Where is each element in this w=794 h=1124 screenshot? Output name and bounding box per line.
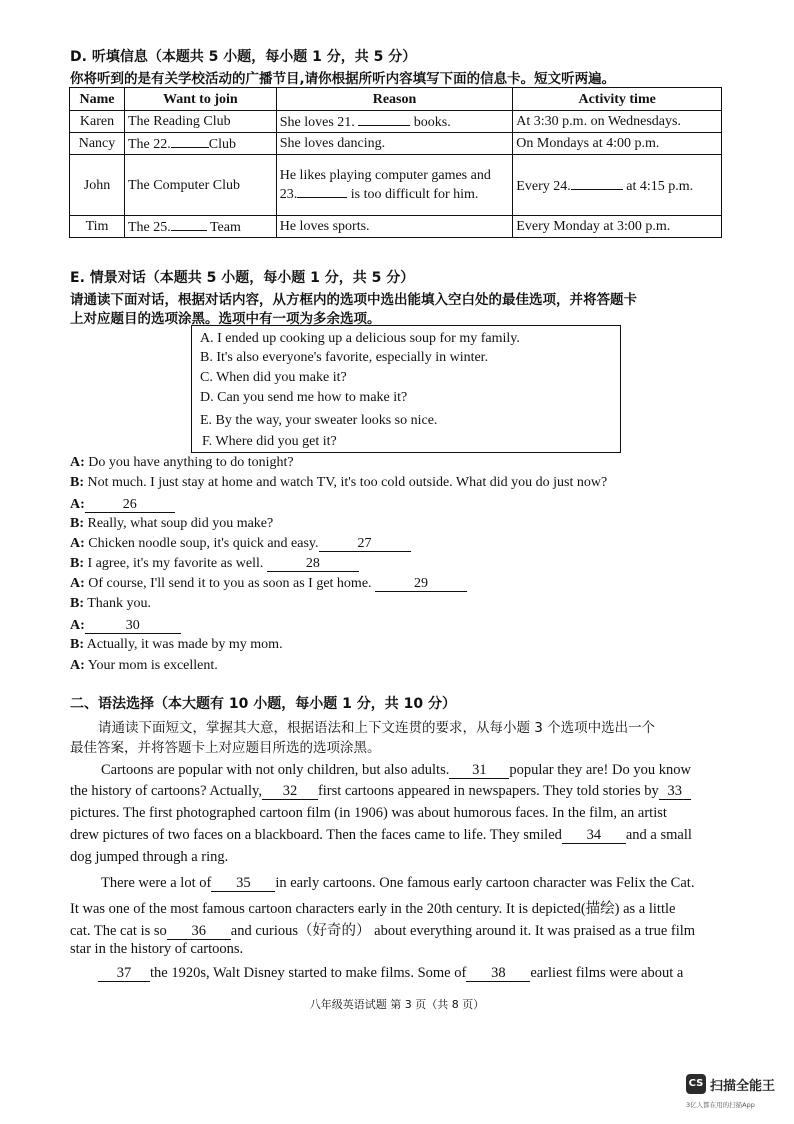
option-c: C. When did you make it? <box>200 370 347 385</box>
dialogue-line <box>70 536 411 552</box>
passage-text: There were a lot of <box>101 875 212 891</box>
passage-line <box>70 941 724 958</box>
join-text-end: Club <box>208 137 236 152</box>
row-name: Karen <box>70 111 125 133</box>
header-activity-time: Activity time <box>513 88 722 111</box>
reason-text: He likes playing computer games and 23. <box>279 168 491 202</box>
passage-text: popular they are! Do you know <box>509 762 691 778</box>
row-reason <box>276 216 513 238</box>
row-join <box>124 216 276 238</box>
passage-line <box>70 919 724 940</box>
option-a: A. I ended up cooking up a delicious soup for my family. <box>200 331 520 346</box>
reason-text: She loves 21. <box>279 115 355 130</box>
dialogue-line <box>70 618 181 634</box>
header-want-to-join: Want to join <box>124 88 276 111</box>
passage-text: first cartoons appeared in newspapers. They told stories by <box>317 783 659 799</box>
passage-line <box>70 783 724 800</box>
info-card-table <box>69 87 722 238</box>
dialogue-line <box>70 596 151 612</box>
dialogue-text: Chicken noodle soup, it's quick and easy. <box>88 536 319 551</box>
section-e-instruction-2: 上对应题目的选项涂黑。选项中有一项为多余选项。 <box>70 311 381 327</box>
row-time <box>513 133 722 155</box>
passage-text: in early cartoons. One famous early cartoon character was Felix the Cat. <box>275 875 695 891</box>
passage-text: earliest films were about a <box>530 965 684 981</box>
time-text: Every Monday at 3:00 p.m. <box>516 219 671 234</box>
passage-line <box>70 805 724 822</box>
watermark-subtitle: 3亿人都在用的扫描App <box>686 1101 755 1109</box>
options-box <box>191 325 621 453</box>
table-row <box>70 155 722 216</box>
table-row <box>70 133 722 155</box>
row-reason <box>276 155 513 216</box>
time-text: At 3:30 p.m. on Wednesdays. <box>516 114 681 129</box>
reason-text-end: is too difficult for him. <box>350 187 479 202</box>
row-name: John <box>70 155 125 216</box>
dialogue-line <box>70 658 218 674</box>
blank-36: 36 <box>167 924 231 940</box>
passage-text: and a small <box>625 827 692 843</box>
passage-text: the 1920s, Walt Disney started to make films. Some of <box>150 965 467 981</box>
section-2-instruction-2: 最佳答案，并将答题卡上对应题目所选的选项涂黑。 <box>70 740 381 756</box>
blank-28: 28 <box>267 556 359 572</box>
speaker: A: <box>70 497 85 512</box>
blank-35: 35 <box>211 876 275 892</box>
passage-text: Cartoons are popular with not only children, but also adults. <box>101 762 450 778</box>
passage-line <box>70 827 724 844</box>
blank-33: 33 <box>659 784 691 800</box>
time-text-end: at 4:15 p.m. <box>626 178 694 194</box>
passage-text: star in the history of cartoons. <box>70 941 244 957</box>
header-reason: Reason <box>276 88 513 111</box>
blank-34: 34 <box>562 828 626 844</box>
dialogue-text: Not much. I just stay at home and watch TV, it's too cold outside. What did you do just now? <box>87 475 608 490</box>
passage-text: It was one of the most famous cartoon characters early in the 20th century. It is depicted(描绘) as a little <box>70 901 676 917</box>
row-join <box>124 133 276 155</box>
blank-23 <box>297 184 347 198</box>
camscanner-logo-icon: CS <box>686 1074 706 1094</box>
page-footer: 八年级英语试题 第 3 页（共 8 页） <box>309 998 485 1011</box>
watermark-name: 扫描全能王 <box>710 1079 776 1094</box>
join-text: The 25. <box>127 220 171 235</box>
blank-22 <box>171 134 209 148</box>
blank-31: 31 <box>449 763 509 779</box>
blank-27: 27 <box>319 536 411 552</box>
passage-line <box>70 965 724 982</box>
row-join <box>124 111 276 133</box>
option-f: F. Where did you get it? <box>202 434 337 449</box>
speaker: A: <box>70 536 85 551</box>
section-2-heading: 二、语法选择（本大题有 10 小题，每小题 1 分，共 10 分） <box>70 696 456 712</box>
blank-30: 30 <box>85 618 181 634</box>
section-d-instruction: 你将听到的是有关学校活动的广播节目,请你根据所听内容填写下面的信息卡。短文听两遍。 <box>70 71 616 87</box>
blank-37: 37 <box>98 966 150 982</box>
row-reason <box>276 133 513 155</box>
dialogue-line <box>70 637 283 653</box>
passage-line <box>70 897 724 918</box>
dialogue-line <box>70 576 467 592</box>
dialogue-line <box>70 556 359 572</box>
table-row <box>70 216 722 238</box>
dialogue-line <box>70 475 607 491</box>
section-e-heading: E. 情景对话（本题共 5 小题，每小题 1 分，共 5 分） <box>70 270 415 286</box>
speaker: B: <box>70 516 84 531</box>
row-time <box>513 216 722 238</box>
passage-line <box>70 875 724 892</box>
dialogue-text: Really, what soup did you make? <box>87 516 274 531</box>
option-e: E. By the way, your sweater looks so nice. <box>200 413 438 428</box>
blank-26: 26 <box>85 497 175 513</box>
join-text-end: Team <box>209 220 241 235</box>
table-header-row <box>70 88 722 111</box>
join-text: The Computer Club <box>127 177 240 193</box>
table-row <box>70 111 722 133</box>
option-d: D. Can you send me how to make it? <box>200 390 408 405</box>
passage-text: drew pictures of two faces on a blackboard. Then the faces came to life. They smiled <box>70 827 562 843</box>
passage-text: the history of cartoons? Actually, <box>70 783 262 799</box>
section-e-instruction-1: 请通读下面对话，根据对话内容，从方框内的选项中选出能填入空白处的最佳选项，并将答题卡 <box>70 292 637 308</box>
section-2-instruction-1: 请通读下面短文，掌握其大意，根据语法和上下文连贯的要求，从每小题 3 个选项中选出一个 <box>98 720 656 736</box>
speaker: B: <box>70 556 84 571</box>
dialogue-text: Actually, it was made by my mom. <box>86 637 283 652</box>
passage-line <box>70 849 724 866</box>
option-b: B. It's also everyone's favorite, especially in winter. <box>200 350 489 365</box>
blank-24 <box>571 176 623 190</box>
dialogue-text: Do you have anything to do tonight? <box>88 455 294 470</box>
blank-29: 29 <box>375 576 467 592</box>
reason-text: She loves dancing. <box>279 136 386 151</box>
passage-text: and curious（好奇的） about everything around it. It was praised as a true film <box>230 923 696 939</box>
row-join <box>124 155 276 216</box>
speaker: A: <box>70 618 85 633</box>
passage-line <box>70 762 724 779</box>
speaker: A: <box>70 576 85 591</box>
blank-21 <box>358 112 410 126</box>
blank-32: 32 <box>262 784 318 800</box>
join-text: The 22. <box>127 137 171 152</box>
row-time <box>513 155 722 216</box>
reason-text-end: books. <box>413 115 451 130</box>
speaker: B: <box>70 475 84 490</box>
time-text: Every 24. <box>516 178 571 194</box>
passage-text: dog jumped through a ring. <box>70 849 229 865</box>
speaker: B: <box>70 637 84 652</box>
dialogue-line <box>70 455 294 471</box>
row-name: Tim <box>70 216 125 238</box>
dialogue-text: Thank you. <box>87 596 152 611</box>
header-name: Name <box>70 88 125 111</box>
passage-text: cat. The cat is so <box>70 923 167 939</box>
join-text: The Reading Club <box>127 114 231 129</box>
speaker: A: <box>70 658 85 673</box>
speaker: A: <box>70 455 85 470</box>
dialogue-text: Your mom is excellent. <box>87 658 218 673</box>
dialogue-text: Of course, I'll send it to you as soon as I get home. <box>88 576 372 591</box>
passage-text: pictures. The first photographed cartoon film (in 1906) was about humorous faces. In the film, an artist <box>70 805 667 821</box>
blank-25 <box>171 217 207 231</box>
blank-38: 38 <box>466 966 530 982</box>
dialogue-line <box>70 516 273 532</box>
reason-text: He loves sports. <box>279 219 370 234</box>
row-name: Nancy <box>70 133 125 155</box>
speaker: B: <box>70 596 84 611</box>
row-reason <box>276 111 513 133</box>
time-text: On Mondays at 4:00 p.m. <box>516 136 660 151</box>
row-time <box>513 111 722 133</box>
dialogue-line <box>70 497 175 513</box>
section-d-heading: D. 听填信息（本题共 5 小题，每小题 1 分，共 5 分） <box>70 49 417 65</box>
dialogue-text: I agree, it's my favorite as well. <box>87 556 264 571</box>
